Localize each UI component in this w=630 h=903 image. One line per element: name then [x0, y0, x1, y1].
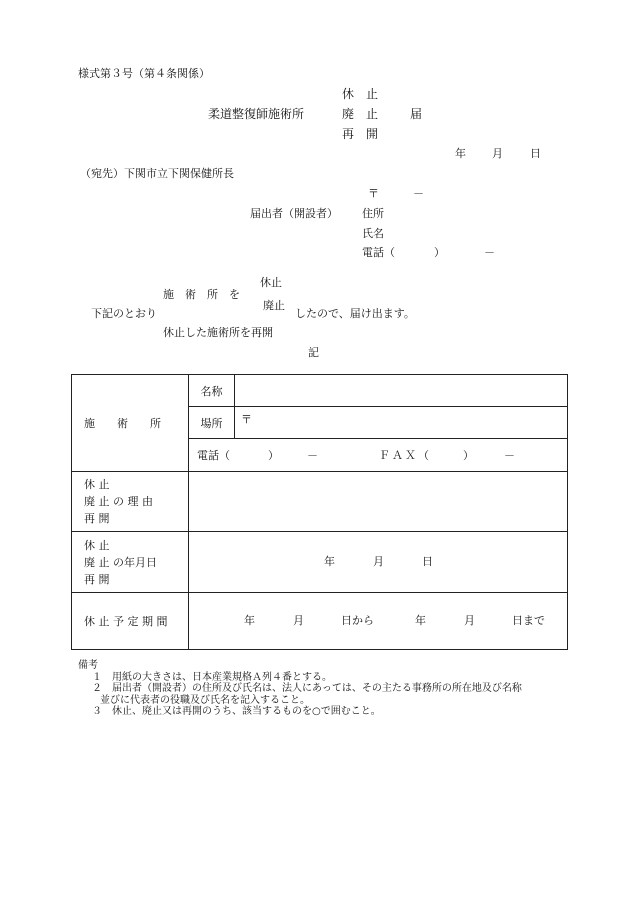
table-fax-label: ＦＡＸ（: [379, 449, 431, 462]
note-item-3: ３ 休止、廃止又は再開のうち、該当するものを○で囲むこと。: [92, 706, 381, 717]
statement-suffix: したので、届け出ます。: [295, 307, 415, 320]
note-item-1: １ 用紙の大きさは、日本産業規格Ａ列４番とする。: [92, 671, 332, 683]
location-input-cell[interactable]: [235, 407, 568, 439]
date-month: 月: [492, 147, 503, 160]
table-fax-close: ）: [463, 449, 474, 462]
date-line-abolish: 廃 止 の年月日: [84, 555, 157, 569]
table-location-label: 場所: [200, 416, 223, 430]
name-label-cell: [189, 375, 235, 407]
statement-opt-suspend: 休止: [260, 276, 282, 289]
table-date-day: 日: [422, 555, 433, 568]
period-input-cell[interactable]: [189, 593, 568, 650]
table-phone-close: ）: [268, 449, 279, 462]
statement-prefix: 下記のとおり: [91, 307, 157, 320]
period-day-until: 日まで: [512, 614, 545, 627]
statement-reopened: 休止した施術所を再開: [163, 326, 273, 339]
title-option-suspend: 休 止: [342, 87, 379, 101]
note-item-2: ２ 届出者（開設者）の住所及び氏名は、法人にあっては、その主たる事務所の所在地及び名称: [92, 683, 522, 694]
phone-close: ）: [434, 246, 445, 259]
reason-label-cell: [72, 472, 189, 532]
applicant-role-label: 届出者（開設者）: [250, 207, 338, 220]
facility-table: [71, 374, 568, 650]
date-line-suspend: 休 止: [84, 538, 110, 552]
reason-line-reopen: 再 開: [84, 512, 110, 525]
reason-line-abolish: 廃 止 の 理 由: [84, 495, 153, 508]
period-month-2: 月: [464, 614, 475, 627]
table-date-month: 月: [373, 555, 384, 568]
statement-opt-abolish: 廃止: [263, 299, 285, 312]
phone-dash: －: [484, 246, 495, 259]
table-name-label: 名称: [200, 384, 223, 398]
table-phone-label: 電話（: [197, 449, 230, 462]
planned-period-label: 休 止 予 定 期 間: [84, 615, 168, 628]
name-label: 氏名: [362, 227, 384, 240]
reason-input-cell[interactable]: [189, 472, 568, 532]
form-number: 様式第３号（第４条関係）: [78, 67, 210, 80]
period-day-from: 日から: [341, 614, 374, 627]
statement-facility: 施 術 所 を: [163, 288, 240, 301]
period-year-1: 年: [244, 614, 255, 627]
addressee: （宛先）下関市立下関保健所長: [80, 167, 234, 180]
title-option-reopen: 再 開: [342, 127, 379, 141]
notes-block: [78, 660, 522, 718]
period-label-cell: [72, 593, 189, 650]
table-postal-mark: 〒: [241, 413, 252, 426]
phone-label: 電話（: [362, 246, 395, 259]
facility-header: 施 術 所: [84, 417, 161, 430]
title-option-abolish: 廃 止: [342, 107, 379, 121]
title-notice: 届: [410, 107, 423, 121]
facility-header-cell: [72, 375, 189, 472]
name-input-cell[interactable]: [235, 375, 568, 407]
date-year: 年: [455, 147, 466, 160]
phone-fax-cell[interactable]: [189, 439, 568, 472]
postal-dash: －: [413, 187, 424, 200]
period-month-1: 月: [293, 614, 304, 627]
table-fax-dash: －: [504, 449, 515, 462]
notes-heading: 備考: [78, 660, 98, 671]
reason-line-suspend: 休 止: [84, 478, 110, 491]
date-input-cell[interactable]: [189, 532, 568, 593]
date-label-cell: [72, 532, 189, 593]
table-date-year: 年: [324, 555, 335, 568]
date-day: 日: [530, 147, 541, 160]
title-facility: 柔道整復師施術所: [208, 107, 305, 121]
period-year-2: 年: [415, 614, 426, 627]
ki-mark: 記: [308, 346, 319, 359]
table-phone-dash: －: [307, 449, 318, 462]
postal-mark: 〒: [368, 187, 379, 200]
location-label-cell: [189, 407, 235, 439]
address-label: 住所: [362, 207, 384, 220]
note-item-2-cont: 並びに代表者の役職及び氏名を記入すること。: [100, 694, 310, 706]
date-line-reopen: 再 開: [84, 572, 110, 586]
